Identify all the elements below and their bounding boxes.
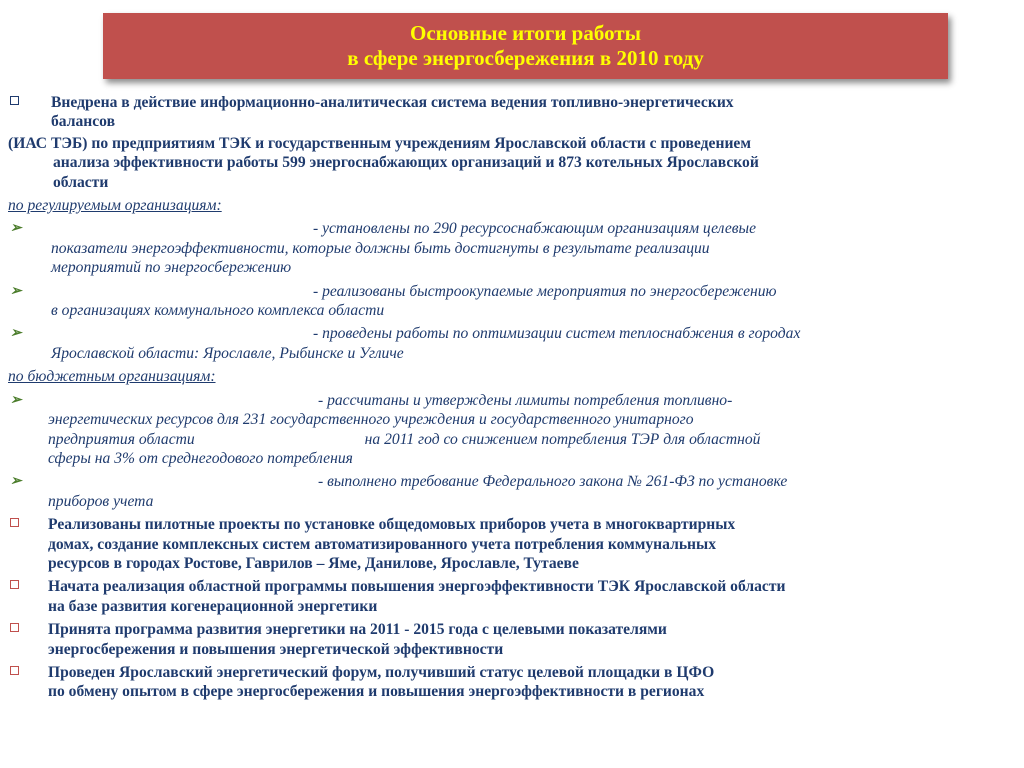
arrow-bullet-icon: ➢ (10, 474, 22, 490)
list-item: ➢ - реализованы быстроокупаемые мероприятия по энергосбережению в организациях коммунального комплекса области (10, 282, 777, 320)
slide-title-line-1: Основные итоги работы (410, 21, 641, 45)
list-item: Реализованы пилотные проекты по установке общедомовых приборов учета в многоквартирных домах, создание комплексных систем автоматизированного учета потребления коммунальных ресурсов в городах Ростове, Гаврилов – Яме, Данилове, Ярославле, Тутаеве (8, 515, 1014, 573)
checkbox-bullet-icon (10, 666, 19, 675)
list-item: ➢ - проведены работы по оптимизации систем теплоснабжения в городах Ярославской области: Ярославле, Рыбинске и Угличе (10, 325, 801, 362)
section-heading: по бюджетным организациям: (8, 368, 216, 386)
checkbox-bullet-icon (10, 518, 19, 527)
list-item: Внедрена в действие информационно-аналитическая система ведения топливно-энергетических балансов (8, 93, 1014, 132)
section-heading: по регулируемым организациям: (8, 197, 222, 215)
arrow-bullet-icon: ➢ (10, 283, 22, 299)
list-item: Проведен Ярославский энергетический форум, получивший статус целевой площадки в ЦФО по обмену опытом в сфере энергосбережения и повышения энергоэффективности в регионах (8, 663, 1014, 702)
checkbox-bullet-icon (10, 580, 19, 589)
list-item: ➢ - рассчитаны и утверждены лимиты потребления топливно- энергетических ресурсов для 231 государственного учреждения и государственного унитарного предприятия области на 2011 год со снижением потребления ТЭР для областной сферы на 3% от среднегодового потребления (10, 391, 761, 467)
list-item: ➢ - установлены по 290 ресурсоснабжающим организациям целевые показатели энергоэффективности, которые должны быть достигнуты в результате реализации мероприятий по энергосбережению (10, 220, 756, 277)
checkbox-bullet-icon (10, 96, 19, 105)
checkbox-bullet-icon (10, 623, 19, 632)
list-item: Начата реализация областной программы повышения энергоэффективности ТЭК Ярославской области на базе развития когенерационной энергетики (8, 577, 1014, 616)
arrow-bullet-icon: ➢ (10, 392, 22, 408)
arrow-bullet-icon: ➢ (10, 326, 22, 342)
slide-title-line-2: в сфере энергосбережения в 2010 году (347, 46, 704, 70)
arrow-bullet-icon: ➢ (10, 221, 22, 237)
list-item: Принята программа развития энергетики на 2011 - 2015 года с целевыми показателями энергосбережения и повышения энергетической эффективности (8, 620, 1014, 659)
slide-body (8, 93, 1014, 702)
list-item: ➢ - выполнено требование Федерального закона № 261-ФЗ по установке приборов учета (10, 473, 788, 510)
list-item-continued: (ИАС ТЭБ) по предприятиям ТЭК и государственным учреждениям Ярославской области с проведением анализа эффективности работы 599 энергоснабжающих организаций и 873 котельных Ярославской области (8, 134, 759, 191)
slide-title (103, 13, 948, 79)
